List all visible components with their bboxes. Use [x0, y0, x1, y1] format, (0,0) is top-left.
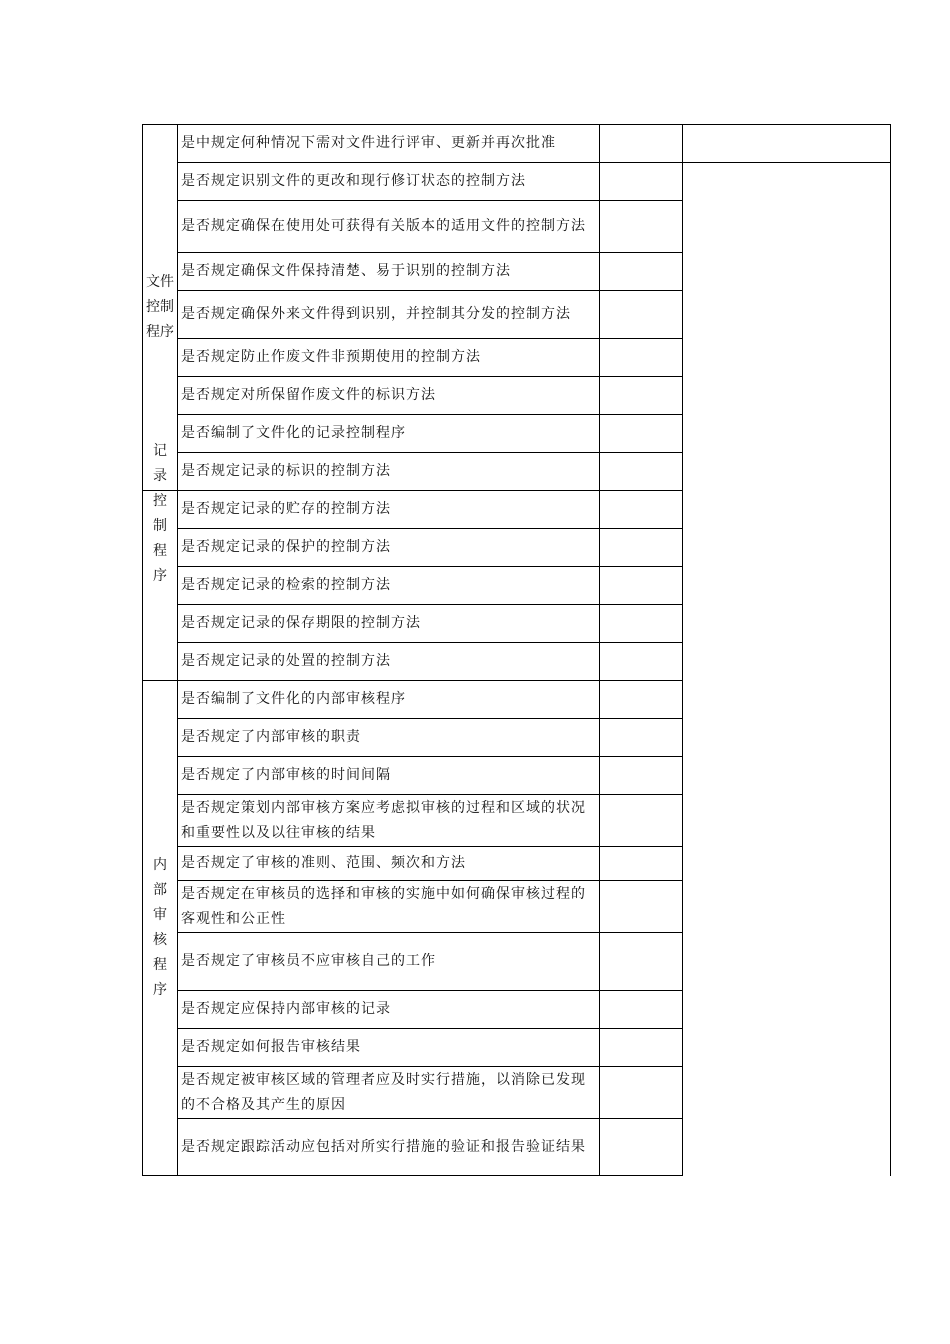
checklist-item: 是否规定如何报告审核结果 — [178, 1029, 600, 1067]
result-cell[interactable] — [600, 291, 683, 339]
checklist-item: 是否规定应保持内部审核的记录 — [178, 991, 600, 1029]
checklist-item: 是否规定确保外来文件得到识别，并控制其分发的控制方法 — [178, 291, 600, 339]
category-cell-internal-audit — [143, 681, 178, 1176]
result-cell[interactable] — [600, 453, 683, 491]
result-cell[interactable] — [600, 201, 683, 253]
checklist-item: 是否规定记录的保护的控制方法 — [178, 529, 600, 567]
remark-column[interactable] — [683, 163, 891, 1176]
result-cell[interactable] — [600, 415, 683, 453]
checklist-item: 是否规定记录的保存期限的控制方法 — [178, 605, 600, 643]
result-cell[interactable] — [600, 847, 683, 881]
checklist-item: 是否规定确保文件保持清楚、易于识别的控制方法 — [178, 253, 600, 291]
result-cell[interactable] — [600, 719, 683, 757]
result-cell[interactable] — [600, 1119, 683, 1176]
result-cell[interactable] — [600, 1029, 683, 1067]
checklist-item: 是否规定记录的检索的控制方法 — [178, 567, 600, 605]
result-cell[interactable] — [600, 491, 683, 529]
checklist-item: 是否规定识别文件的更改和现行修订状态的控制方法 — [178, 163, 600, 201]
result-cell[interactable] — [600, 933, 683, 991]
checklist-item: 是否规定被审核区域的管理者应及时实行措施，以消除已发现的不合格及其产生的原因 — [178, 1067, 600, 1119]
checklist-item: 是否规定记录的标识的控制方法 — [178, 453, 600, 491]
checklist-item: 是否规定跟踪活动应包括对所实行措施的验证和报告验证结果 — [178, 1119, 600, 1176]
result-cell[interactable] — [600, 163, 683, 201]
checklist-item: 是否规定防止作废文件非预期使用的控制方法 — [178, 339, 600, 377]
checklist-item: 是否规定记录的处置的控制方法 — [178, 643, 600, 681]
result-cell[interactable] — [600, 529, 683, 567]
audit-checklist-table — [142, 124, 891, 1176]
checklist-item: 是中规定何种情况下需对文件进行评审、更新并再次批准 — [178, 125, 600, 163]
result-cell[interactable] — [600, 681, 683, 719]
result-cell[interactable] — [600, 377, 683, 415]
category-label: 内部审核程序 — [153, 857, 167, 998]
table-row — [143, 163, 891, 201]
checklist-item: 是否规定了内部审核的职责 — [178, 719, 600, 757]
result-cell[interactable] — [600, 881, 683, 933]
checklist-item: 是否规定记录的贮存的控制方法 — [178, 491, 600, 529]
result-cell[interactable] — [600, 643, 683, 681]
checklist-item: 是否规定策划内部审核方案应考虑拟审核的过程和区域的状况和重要性以及以往审核的结果 — [178, 795, 600, 847]
remark-cell[interactable] — [683, 125, 891, 163]
category-cell-document-control — [143, 125, 178, 491]
checklist-item: 是否规定了审核员不应审核自己的工作 — [178, 933, 600, 991]
checklist-item: 是否规定了内部审核的时间间隔 — [178, 757, 600, 795]
category-label: 文件控制程序 — [146, 274, 174, 340]
checklist-item: 是否规定了审核的准则、范围、频次和方法 — [178, 847, 600, 881]
checklist-item: 是否编制了文件化的内部审核程序 — [178, 681, 600, 719]
checklist-item: 是否编制了文件化的记录控制程序 — [178, 415, 600, 453]
checklist-sheet — [142, 124, 891, 1176]
result-cell[interactable] — [600, 991, 683, 1029]
result-cell[interactable] — [600, 253, 683, 291]
checklist-item: 是否规定在审核员的选择和审核的实施中如何确保审核过程的客观性和公正性 — [178, 881, 600, 933]
result-cell[interactable] — [600, 757, 683, 795]
result-cell[interactable] — [600, 567, 683, 605]
result-cell[interactable] — [600, 795, 683, 847]
category-cell-record-control — [143, 443, 178, 681]
result-cell[interactable] — [600, 125, 683, 163]
checklist-item: 是否规定对所保留作废文件的标识方法 — [178, 377, 600, 415]
category-label: 记录控制程序 — [153, 443, 167, 584]
result-cell[interactable] — [600, 605, 683, 643]
table-row — [143, 125, 891, 163]
checklist-item: 是否规定确保在使用处可获得有关版本的适用文件的控制方法 — [178, 201, 600, 253]
result-cell[interactable] — [600, 339, 683, 377]
result-cell[interactable] — [600, 1067, 683, 1119]
